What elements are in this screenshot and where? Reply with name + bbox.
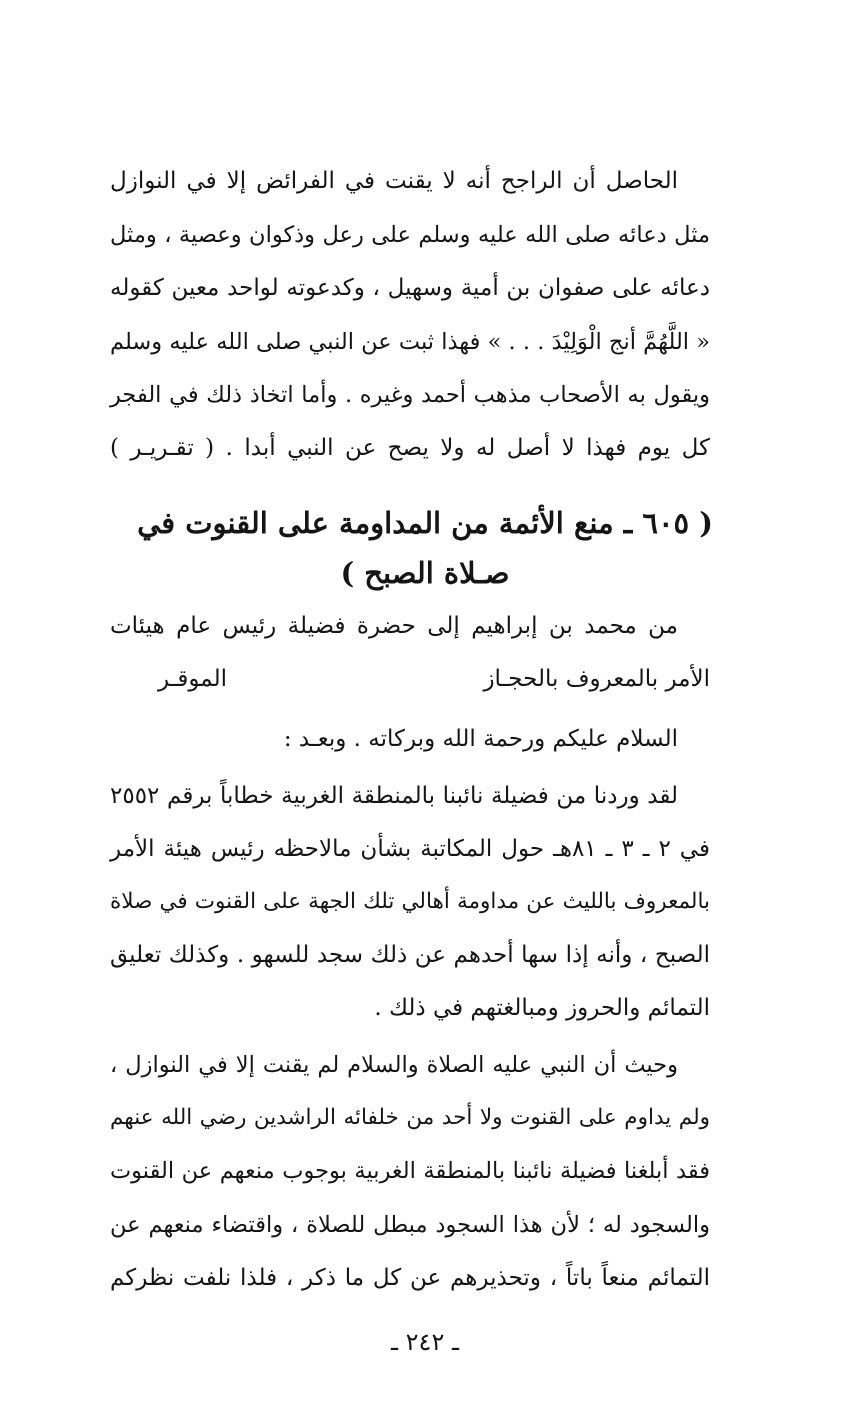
paragraph-2-line-3: بالمعروف بالليث عن مداومة أهالي تلك الجهة على القنوت في صلاة <box>110 889 710 914</box>
letter-address-line-1: من محمد بن إبراهيم إلى حضرة فضيلة رئيس عام هيئات <box>110 613 678 639</box>
paragraph-1-line-6: كل يوم فهذا لا أصل له ولا يصح عن النبي أبدا . ( تقـريـر ) <box>110 435 710 461</box>
paragraph-3-line-3: فقد أبلغنا فضيلة نائبنا بالمنطقة الغربية بوجوب منعهم عن القنوت <box>110 1158 710 1184</box>
page-number: ـ ٢٤٢ ـ <box>390 1328 459 1356</box>
letter-address-line-2: الأمر بالمعروف بالحجـاز <box>483 666 710 692</box>
letter-greeting: السلام عليكم ورحمة الله وبركاته . وبعـد : <box>283 726 678 752</box>
paragraph-3-line-2: ولم يداوم على القنوت ولا أحد من خلفائه الراشدين رضي الله عنهم <box>110 1105 710 1130</box>
paragraph-1-line-1: الحاصل أن الراجح أنه لا يقنت في الفرائض إلا في النوازل <box>110 168 678 194</box>
paragraph-3-line-5: التمائم منعاً باتاً ، وتحذيرهم عن كل ما ذكر ، فلذا نلفت نظركم <box>110 1265 710 1291</box>
section-heading-line-2: صـلاة الصبح ) <box>340 556 510 590</box>
paragraph-3-line-4: والسجود له ؛ لأن هذا السجود مبطل للصلاة ، واقتضاء منعهم عن <box>110 1212 710 1238</box>
paragraph-2-line-1: لقد وردنا من فضيلة نائبنا بالمنطقة الغربية خطاباً برقم ٢٥٥٢ <box>110 783 678 809</box>
paragraph-3-line-1: وحيث أن النبي عليه الصلاة والسلام لم يقنت إلا في النوازل ، <box>110 1052 678 1078</box>
paragraph-1-line-3: دعائه على صفوان بن أمية وسهيل ، وكدعوته لواحد معين كقوله <box>110 275 710 301</box>
paragraph-1-line-2: مثل دعائه صلى الله عليه وسلم على رعل وذكوان وعصية ، ومثل <box>110 222 710 248</box>
paragraph-2-line-5: التمائم والحروز ومبالغتهم في ذلك . <box>374 995 710 1021</box>
section-heading-line-1: ( ٦٠٥ ـ منع الأئمة من المداومة على القنوت في <box>137 506 713 540</box>
paragraph-2-line-2: في ٢ ـ ٣ ـ ٨١هـ حول المكاتبة بشأن مالاحظه رئيس هيئة الأمر <box>110 836 710 862</box>
paragraph-2-line-4: الصبح ، وأنه إذا سها أحدهم عن ذلك سجد للسهو . وكذلك تعليق <box>110 942 710 968</box>
paragraph-1-line-5: ويقول به الأصحاب مذهب أحمد وغيره . وأما اتخاذ ذلك في الفجر <box>110 382 710 408</box>
paragraph-1-line-4: « اللَّهُمَّ أنج الْوَلِيْدَ . . . » فهذا ثبت عن النبي صلى الله عليه وسلم <box>110 329 710 355</box>
letter-honorific: الموقـر <box>158 666 227 692</box>
